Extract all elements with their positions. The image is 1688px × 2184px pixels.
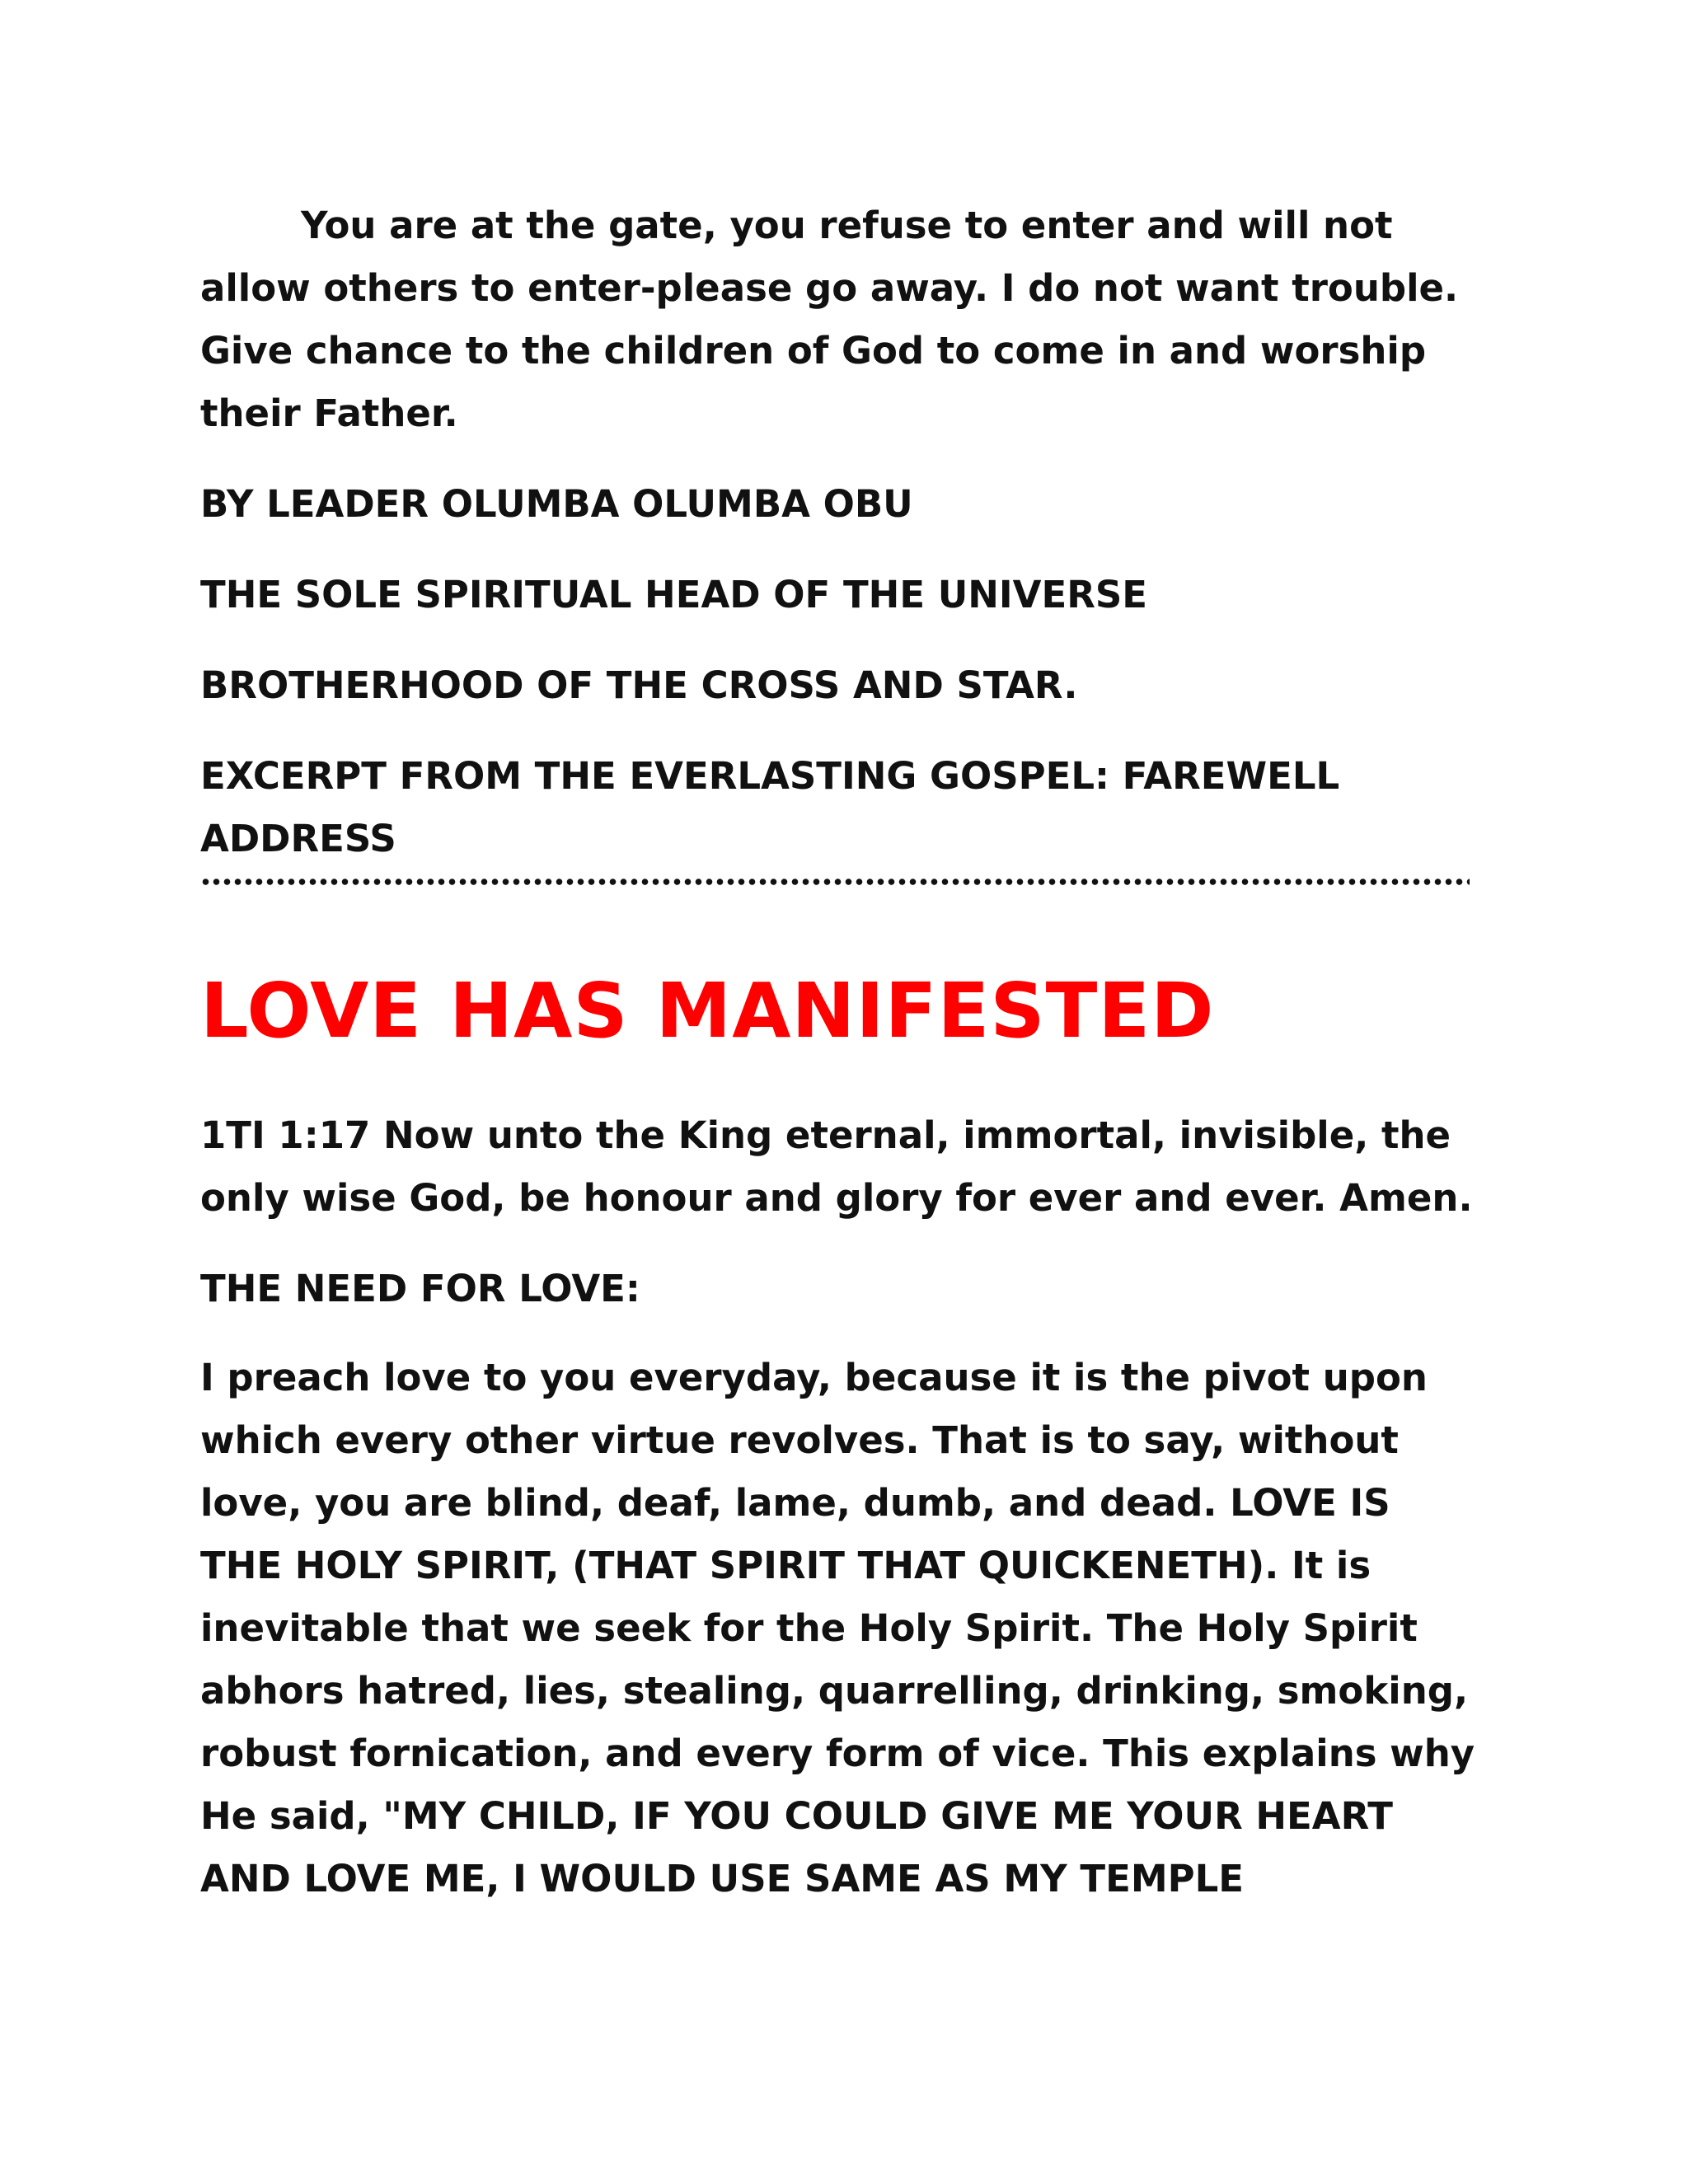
excerpt-line: EXCERPT FROM THE EVERLASTING GOSPEL: FAREWELL bbox=[200, 754, 1340, 798]
body-line: abhors hatred, lies, stealing, quarrelling, drinking, smoking, bbox=[200, 1669, 1469, 1713]
author-title: THE SOLE SPIRITUAL HEAD OF THE UNIVERSE bbox=[200, 573, 1148, 616]
intro-line: Give chance to the children of God to come in and worship bbox=[200, 329, 1427, 373]
intro-line: You are at the gate, you refuse to enter and will not bbox=[301, 204, 1393, 247]
body-line: AND LOVE ME, I WOULD USE SAME AS MY TEMPLE bbox=[200, 1857, 1244, 1900]
body-line: which every other virtue revolves. That is to say, without bbox=[200, 1418, 1399, 1462]
author-byline: BY LEADER OLUMBA OLUMBA OBU bbox=[200, 482, 913, 526]
intro-line: allow others to enter-please go away. I do not want trouble. bbox=[200, 266, 1459, 310]
intro-paragraph bbox=[200, 194, 1458, 445]
dotted-divider bbox=[200, 876, 1470, 888]
verse-line: 1TI 1:17 Now unto the King eternal, immortal, invisible, the bbox=[200, 1113, 1451, 1157]
body-line: He said, "MY CHILD, IF YOU COULD GIVE ME YOUR HEART bbox=[200, 1794, 1393, 1838]
body-line: robust fornication, and every form of vice. This explains why bbox=[200, 1732, 1475, 1775]
body-line: I preach love to you everyday, because it is the pivot upon bbox=[200, 1356, 1428, 1399]
excerpt-source bbox=[200, 745, 1339, 870]
intro-line: their Father. bbox=[200, 391, 458, 435]
excerpt-line: ADDRESS bbox=[200, 817, 396, 860]
body-paragraph bbox=[200, 1347, 1475, 1910]
section-heading: THE NEED FOR LOVE: bbox=[200, 1267, 640, 1310]
organization-name: BROTHERHOOD OF THE CROSS AND STAR. bbox=[200, 663, 1078, 707]
verse-line: only wise God, be honour and glory for ever and ever. Amen. bbox=[200, 1176, 1473, 1220]
body-line: love, you are blind, deaf, lame, dumb, and dead. LOVE IS bbox=[200, 1481, 1390, 1525]
scripture-verse bbox=[200, 1104, 1473, 1230]
body-line: inevitable that we seek for the Holy Spirit. The Holy Spirit bbox=[200, 1606, 1418, 1650]
page-title: LOVE HAS MANIFESTED bbox=[200, 967, 1215, 1055]
body-line: THE HOLY SPIRIT, (THAT SPIRIT THAT QUICKENETH). It is bbox=[200, 1544, 1372, 1587]
